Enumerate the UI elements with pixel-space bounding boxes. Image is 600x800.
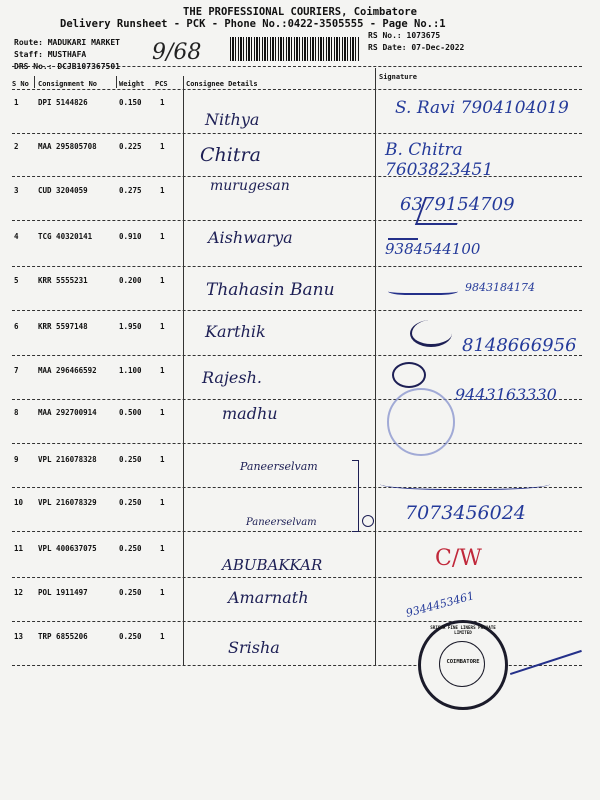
row-divider (12, 355, 582, 356)
col-header-consignee: Consignee Details (186, 80, 258, 88)
consignee-name: Aishwarya (208, 228, 293, 247)
cw-remark: C/W (435, 546, 482, 571)
col-divider (116, 76, 117, 88)
consignee-name: Srisha (228, 638, 280, 657)
consignee-name: ABUBAKKAR (222, 556, 323, 574)
row-consignment: DPI 5144826 (38, 98, 88, 107)
row-sno: 13 (14, 632, 24, 641)
col-header-pcs: PCS (155, 80, 168, 88)
col-divider (34, 76, 35, 88)
row-sno: 8 (14, 408, 19, 417)
row-sno: 7 (14, 366, 19, 375)
row-weight: 1.950 (119, 322, 142, 331)
consignee-name: madhu (222, 404, 278, 423)
consignee-name: Rajesh. (202, 368, 262, 387)
row-divider (12, 133, 582, 134)
barcode-image (230, 37, 360, 61)
row-divider (12, 176, 582, 177)
receiver-signature: B. Chitra 7603823451 (385, 140, 494, 180)
receiver-signature: S. Ravi 7904104019 (395, 98, 569, 118)
received-stamp-icon (387, 388, 455, 456)
row-consignment: TRP 6855206 (38, 632, 88, 641)
header-bottom-divider (12, 89, 582, 90)
row-pcs: 1 (160, 276, 165, 285)
consignee-name: Thahasin Banu (206, 280, 335, 300)
company-title: THE PROFESSIONAL COURIERS, Coimbatore (183, 6, 417, 18)
row-pcs: 1 (160, 588, 165, 597)
tamil-signature-scribble (388, 283, 458, 295)
row-sno: 2 (14, 142, 19, 151)
row-divider (12, 621, 582, 622)
consignee-name: Paneerselvam (240, 460, 318, 473)
row-sno: 1 (14, 98, 19, 107)
row-consignment: TCG 40320141 (38, 232, 93, 241)
seal-ring-text: SRISHA FINE LINERS PRIVATE LIMITED (430, 625, 496, 635)
receiver-signature-scribble (380, 475, 550, 490)
handwritten-count: 9/68 (152, 40, 202, 65)
row-pcs: 1 (160, 408, 165, 417)
grouping-bracket (352, 460, 359, 532)
consignee-name: Paneerselvam (246, 517, 317, 528)
row-consignment: MAA 292700914 (38, 408, 97, 417)
row-weight: 0.250 (119, 455, 142, 464)
row-consignment: POL 1911497 (38, 588, 88, 597)
row-sno: 6 (14, 322, 19, 331)
row-consignment: MAA 296466592 (38, 366, 97, 375)
row-divider (12, 220, 582, 221)
row-pcs: 1 (160, 632, 165, 641)
receiver-signature: 9843184174 (465, 281, 535, 294)
row-weight: 0.200 (119, 276, 142, 285)
row-divider (12, 310, 582, 311)
row-sno: 3 (14, 186, 19, 195)
row-pcs: 1 (160, 98, 165, 107)
row-sno: 10 (14, 498, 24, 507)
receiver-signature: 9384544100 (385, 240, 481, 258)
consignee-name: Amarnath (228, 588, 309, 607)
row-pcs: 1 (160, 232, 165, 241)
col-header-sno: S No (12, 80, 29, 88)
signature-scribble-icon (388, 228, 418, 240)
row-sno: 11 (14, 544, 24, 553)
row-weight: 1.100 (119, 366, 142, 375)
signature-loop-icon (392, 362, 426, 388)
row-consignment: KRR 5555231 (38, 276, 88, 285)
row-sno: 5 (14, 276, 19, 285)
row-pcs: 1 (160, 544, 165, 553)
row-weight: 0.150 (119, 98, 142, 107)
row-consignment: VPL 400637075 (38, 544, 97, 553)
col-header-weight: Weight (119, 80, 145, 88)
receiver-signature: 7073456024 (405, 502, 526, 524)
drs-label: DRS No.: DCJB107367501 (14, 62, 120, 71)
consignee-name: Karthik (205, 322, 266, 341)
row-weight: 0.250 (119, 588, 142, 597)
receiver-signature: 9344453461 (404, 589, 476, 620)
row-consignment: KRR 5597148 (38, 322, 88, 331)
row-weight: 0.250 (119, 544, 142, 553)
runsheet-title: Delivery Runsheet - PCK - Phone No.:0422-3505555 - Page No.:1 (60, 18, 446, 30)
row-divider (12, 266, 582, 267)
seal-center-text: COIMBATORE (446, 659, 480, 665)
row-consignment: VPL 216078329 (38, 498, 97, 507)
row-divider (12, 577, 582, 578)
row-pcs: 1 (160, 498, 165, 507)
consignee-name: Nithya (205, 110, 260, 129)
receiver-signature: 6379154709 (400, 194, 515, 215)
row-consignment: MAA 295805708 (38, 142, 97, 151)
row-pcs: 1 (160, 455, 165, 464)
receiver-signature: 8148666956 (462, 335, 577, 356)
row-weight: 0.910 (119, 232, 142, 241)
company-seal (418, 620, 508, 710)
row-weight: 0.275 (119, 186, 142, 195)
consignee-name: murugesan (210, 178, 290, 194)
row-weight: 0.250 (119, 498, 142, 507)
row-sno: 12 (14, 588, 24, 597)
row-pcs: 1 (160, 322, 165, 331)
signature-scribble-icon (503, 629, 582, 675)
row-pcs: 1 (160, 186, 165, 195)
row-consignment: CUD 3204059 (38, 186, 88, 195)
row-divider (12, 531, 582, 532)
row-pcs: 1 (160, 142, 165, 151)
row-sno: 9 (14, 455, 19, 464)
staff-label: Staff: MUSTHAFA (14, 50, 87, 59)
row-divider (12, 443, 582, 444)
row-weight: 0.225 (119, 142, 142, 151)
route-label: Route: MADUKARI MARKET (14, 38, 120, 47)
circle-mark-icon (362, 515, 374, 527)
rs-number: RS No.: 1073675 (368, 31, 441, 40)
header-top-divider (12, 66, 582, 67)
receiver-signature: 9443163330 (455, 385, 557, 404)
col-header-signature: Signature (379, 73, 417, 81)
row-pcs: 1 (160, 366, 165, 375)
row-sno: 4 (14, 232, 19, 241)
col-header-consignment: Consignment No (38, 80, 98, 88)
signature-scribble-icon (410, 320, 452, 347)
row-weight: 0.500 (119, 408, 142, 417)
row-weight: 0.250 (119, 632, 142, 641)
consignee-name: Chitra (200, 144, 261, 166)
rs-date: RS Date: 07-Dec-2022 (368, 43, 465, 52)
row-consignment: VPL 216078328 (38, 455, 97, 464)
